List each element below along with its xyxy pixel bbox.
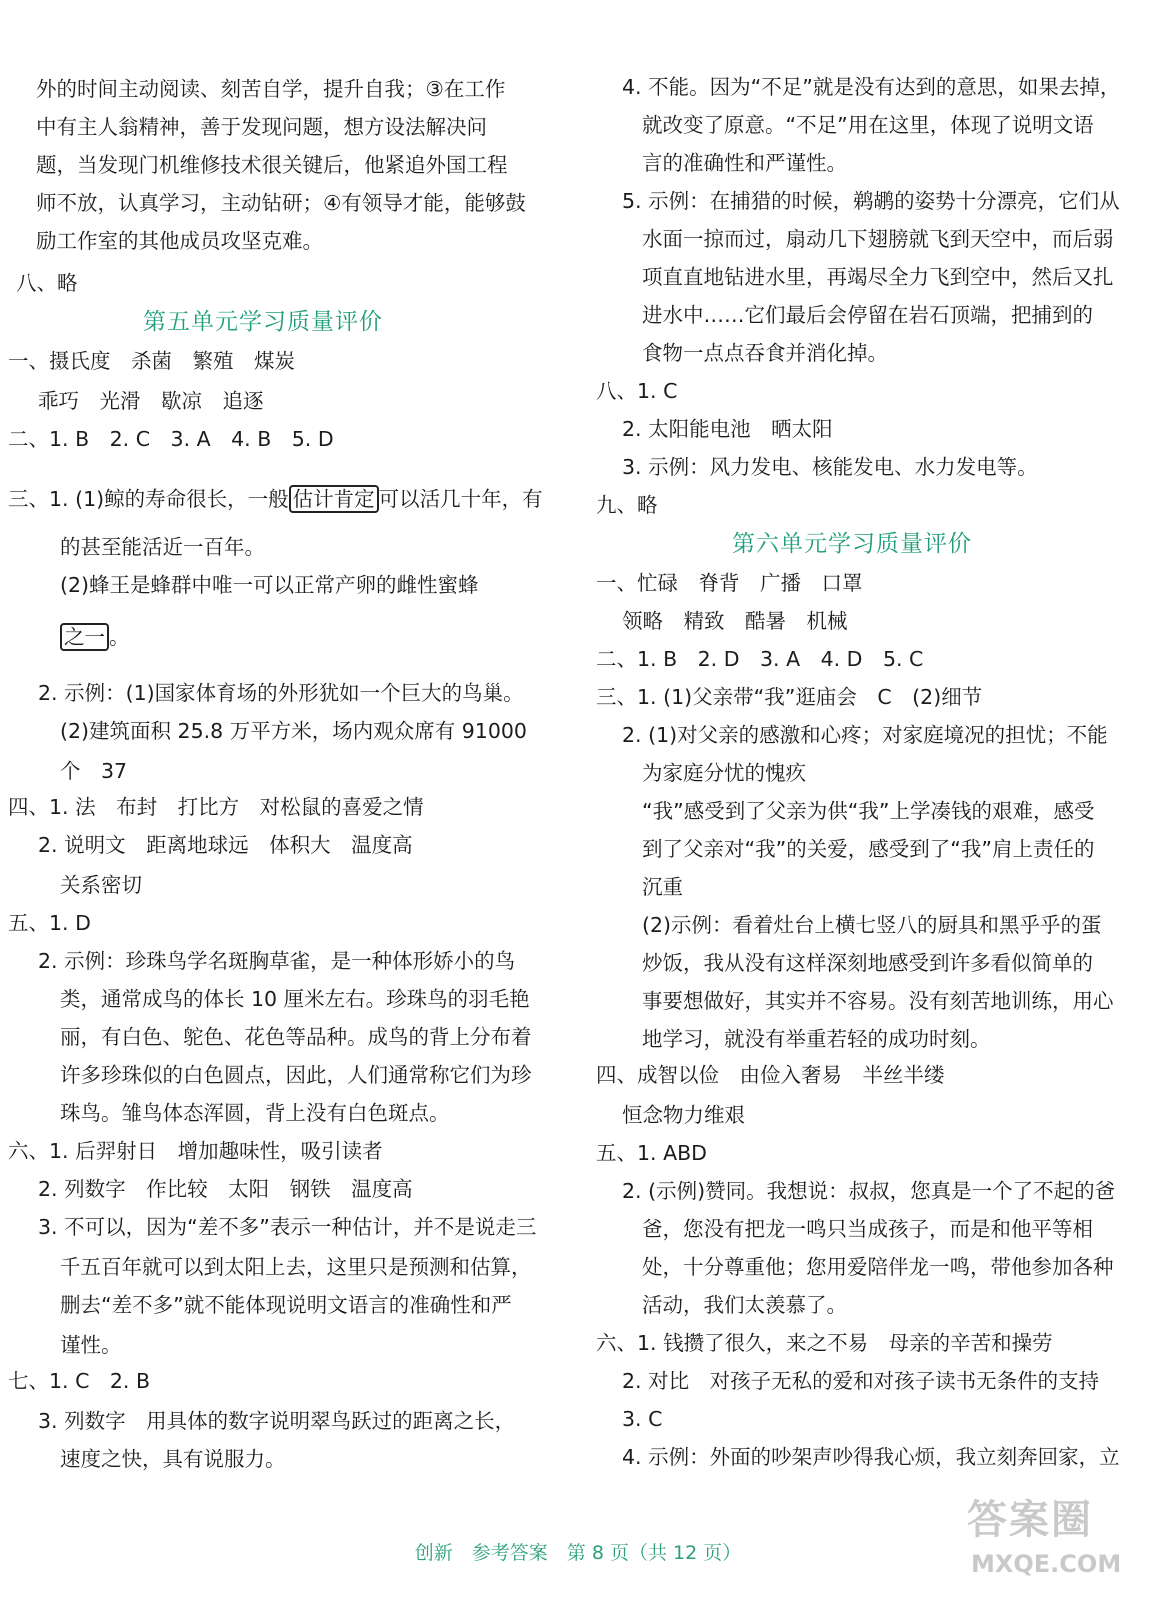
q3-prefix: 三、1. (1)鲸的寿命很长，一般 [8, 487, 289, 511]
text-line: 删去“差不多”就不能体现说明文语言的准确性和严 [60, 1293, 512, 1317]
watermark-logo [965, 1484, 1145, 1594]
text-line: 处，十分尊重他；您用爱陪伴龙一鸣，带他参加各种 [642, 1255, 1114, 1279]
text-line: 许多珍珠似的白色圆点，因此，人们通常称它们为珍 [60, 1063, 532, 1087]
text-line: (2)示例：看着灶台上横七竖八的厨具和黑乎乎的蛋 [642, 913, 1102, 937]
text-line: 六、1. 后羿射日 增加趣味性，吸引读者 [8, 1139, 383, 1163]
q3-suffix: 可以活几十年，有 [378, 487, 543, 511]
text-line: 一、摄氏度 杀菌 繁殖 煤炭 [8, 349, 295, 373]
text-line: 2. 示例：(1)国家体育场的外形犹如一个巨大的鸟巢。 [38, 681, 524, 705]
watermark-url: MXQE.COM [971, 1550, 1122, 1578]
text-line: 丽，有白色、鸵色、花色等品种。成鸟的背上分布着 [60, 1025, 532, 1049]
text-line: 进水中……它们最后会停留在岩石顶端，把捕到的 [642, 303, 1093, 327]
text-line: 题，当发现门机维修技术很关键后，他紧追外国工程 [36, 153, 508, 177]
watermark-title: 答案圈 [967, 1497, 1093, 1543]
text-line: 项直直地钻进水里，再竭尽全力飞到空中，然后又扎 [642, 265, 1114, 289]
text-line: 恒念物力维艰 [622, 1103, 745, 1127]
text-line: 类，通常成鸟的体长 10 厘米左右。珍珠鸟的羽毛艳 [60, 987, 530, 1011]
text-line: 领略 精致 酷暑 机械 [622, 609, 848, 633]
text-line: 2. 示例：珍珠鸟学名斑胸草雀，是一种体形娇小的鸟 [38, 949, 516, 973]
text-line: 八、略 [16, 271, 78, 295]
text-line: 活动，我们太羡慕了。 [642, 1293, 847, 1317]
text-line: 炒饭，我从没有这样深刻地感受到许多看似简单的 [642, 951, 1093, 975]
text-line: 八、1. C [596, 379, 678, 403]
text-line: 的甚至能活近一百年。 [60, 535, 265, 559]
text-line-with-box [8, 484, 543, 514]
text-line: 2. 说明文 距离地球远 体积大 温度高 [38, 833, 413, 857]
text-line: 中有主人翁精神，善于发现问题，想方设法解决问 [36, 115, 487, 139]
text-line: 2. 对比 对孩子无私的爱和对孩子读书无条件的支持 [622, 1369, 1100, 1393]
text-line: 3. 不可以，因为“差不多”表示一种估计，并不是说走三 [38, 1215, 537, 1239]
text-line-with-box [60, 622, 130, 652]
text-line: 乖巧 光滑 歇凉 追逐 [38, 389, 264, 413]
text-line: 四、1. 法 布封 打比方 对松鼠的喜爱之情 [8, 795, 424, 819]
text-line: 3. 示例：风力发电、核能发电、水力发电等。 [622, 455, 1038, 479]
text-line: 3. C [622, 1407, 663, 1431]
text-line: 千五百年就可以到太阳上去，这里只是预测和估算， [60, 1255, 532, 1279]
text-line: (2)建筑面积 25.8 万平方米，场内观众席有 91000 [60, 719, 527, 743]
text-line: 个 37 [60, 759, 128, 783]
text-line: 师不放，认真学习，主动钻研；④有领导才能，能够鼓 [36, 191, 526, 215]
text-line: 为家庭分忧的愧疚 [642, 761, 806, 785]
text-line: 地学习，就没有举重若轻的成功时刻。 [642, 1027, 991, 1051]
text-line: 爸，您没有把龙一鸣只当成孩子，而是和他平等相 [642, 1217, 1093, 1241]
text-line: 珠鸟。雏鸟体态浑圆，背上没有白色斑点。 [60, 1101, 450, 1125]
text-line: 事要想做好，其实并不容易。没有刻苦地训练，用心 [642, 989, 1114, 1013]
text-line: 2. (示例)赞同。我想说：叔叔，您真是一个了不起的爸 [622, 1179, 1116, 1203]
text-line: 言的准确性和严谨性。 [642, 151, 847, 175]
text-line: 关系密切 [60, 873, 142, 897]
text-line: 谨性。 [60, 1333, 122, 1357]
text-line: 4. 不能。因为“不足”就是没有达到的意思，如果去掉， [622, 75, 1121, 99]
text-line: 2. 太阳能电池 晒太阳 [622, 417, 833, 441]
text-line: 就改变了原意。“不足”用在这里，体现了说明文语 [642, 113, 1094, 137]
text-line: 五、1. D [8, 911, 91, 935]
text-line: 四、成智以俭 由俭入奢易 半丝半缕 [596, 1063, 945, 1087]
text-line: 沉重 [642, 875, 683, 899]
text-line: 食物一点点吞食并消化掉。 [642, 341, 888, 365]
text-line: 水面一掠而过，扇动几下翅膀就飞到天空中，而后弱 [642, 227, 1114, 251]
text-line: 速度之快，具有说服力。 [60, 1447, 286, 1471]
section-title-unit5: 第五单元学习质量评价 [143, 309, 383, 335]
text-line: 励工作室的其他成员攻坚克难。 [36, 229, 323, 253]
text-line: 3. 列数字 用具体的数字说明翠鸟跃过的距离之长， [38, 1409, 516, 1433]
boxed-answer: 估计肯定 [289, 485, 379, 513]
section-title-unit6: 第六单元学习质量评价 [732, 531, 972, 557]
text-line: “我”感受到了父亲为供“我”上学凑钱的艰难，感受 [642, 799, 1095, 823]
page-footer: 创新 参考答案 第 8 页（共 12 页） [414, 1542, 742, 1564]
text-line: 4. 示例：外面的吵架声吵得我心烦，我立刻奔回家，立 [622, 1445, 1120, 1469]
text-line: 2. 列数字 作比较 太阳 钢铁 温度高 [38, 1177, 413, 1201]
punctuation: 。 [109, 625, 130, 649]
text-line: (2)蜂王是蜂群中唯一可以正常产卵的雌性蜜蜂 [60, 573, 479, 597]
text-line: 二、1. B 2. C 3. A 4. B 5. D [8, 427, 334, 451]
text-line: 5. 示例：在捕猎的时候，鹈鹕的姿势十分漂亮，它们从 [622, 189, 1120, 213]
text-line: 二、1. B 2. D 3. A 4. D 5. C [596, 647, 924, 671]
text-line: 三、1. (1)父亲带“我”逛庙会 C (2)细节 [596, 685, 983, 709]
text-line: 到了父亲对“我”的关爱，感受到了“我”肩上责任的 [642, 837, 1095, 861]
text-line: 外的时间主动阅读、刻苦自学，提升自我；③在工作 [36, 77, 506, 101]
boxed-answer: 之一 [60, 623, 109, 651]
text-line: 六、1. 钱攒了很久，来之不易 母亲的辛苦和操劳 [596, 1331, 1053, 1355]
text-line: 五、1. ABD [596, 1141, 707, 1165]
text-line: 七、1. C 2. B [8, 1369, 151, 1393]
text-line: 一、忙碌 脊背 广播 口罩 [596, 571, 863, 595]
text-line: 九、略 [596, 493, 658, 517]
text-line: 2. (1)对父亲的感激和心疼；对家庭境况的担忧；不能 [622, 723, 1108, 747]
